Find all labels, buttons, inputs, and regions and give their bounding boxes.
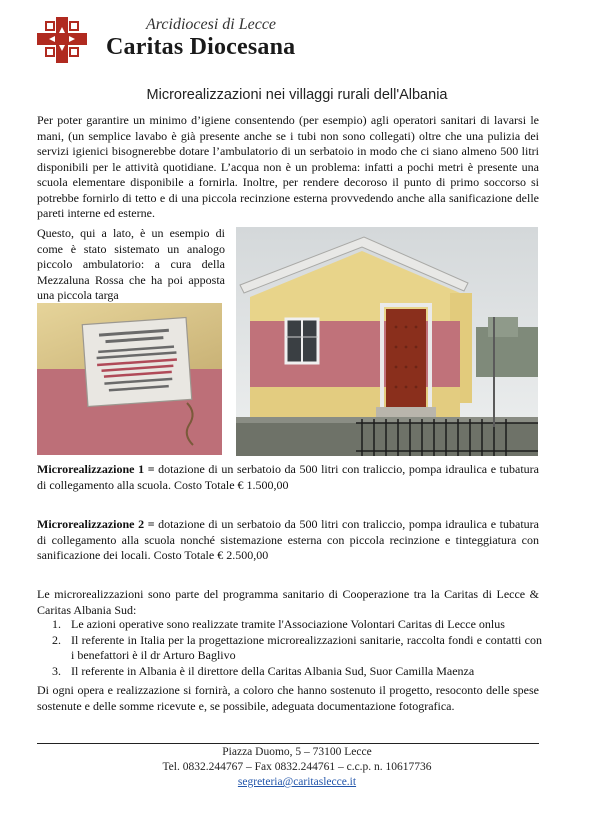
footer-address: Piazza Duomo, 5 – 73100 Lecce: [222, 746, 372, 758]
ambulatory-building-photo: [236, 227, 538, 456]
intro-paragraph: Per poter garantire un minimo d’igiene consentendo (per esempio) agli operatori sanitari di lavarsi le mani, (un semplice lavabo è già presente anche se i tubi non sono collegati) oltre che una pulizia dei servizi igienici bisognerebbe dotare l’ambulatorio di un serbatoio in modo che ci siano almeno 500 litri disponibili per le attività quotidiane. L’acqua non è un problema: infatti a pochi metri è presente una scuola elementare disponibile a fornirla. Inoltre, per rendere decoroso il punto di primo soccorso si potrebbe fornirlo di tetto e di una piccola recinzione esterna provvedendo anche alla sanificazione delle pareti interne ed esterne.: [37, 113, 539, 220]
list-item: [52, 617, 542, 633]
microrealization-2-label: Microrealizzazione 2 =: [37, 517, 155, 531]
list-item-number: 1.: [52, 617, 61, 631]
list-item-text: Le azioni operative sono realizzate tramite l'Associazione Volontari Caritas di Lecce onlus: [71, 617, 505, 631]
microrealization-1-text: dotazione di un serbatoio da 500 litri con traliccio, pompa idraulica e tubatura di collegamento alla scuola. Costo Totale € 1.500,00: [37, 462, 539, 492]
list-item-number: 2.: [52, 632, 61, 647]
microrealization-2-text: dotazione di un serbatoio da 500 litri con traliccio, pompa idraulica e tubatura di collegamento alla scuola nonché sistemazione esterna con piccola recinzione e tinteggiatura con sanificazione dei locali. Costo Totale € 2.500,00: [37, 517, 539, 562]
cooperation-paragraph: Le microrealizzazioni sono parte del programma sanitario di Cooperazione tra la Caritas di Lecce & Caritas Albania Sud:: [37, 587, 539, 617]
microrealization-2: [37, 517, 539, 564]
footer-email-link[interactable]: segreteria@caritaslecce.it: [237, 776, 357, 788]
microrealization-1: [37, 462, 539, 493]
microrealization-1-label: Microrealizzazione 1 =: [37, 462, 155, 476]
footer-contacts: Tel. 0832.244767 – Fax 0832.244761 – c.c.p. n. 10617736: [162, 761, 432, 773]
organization-name: Caritas Diocesana: [106, 34, 296, 60]
list-item-text: Il referente in Albania è il direttore della Caritas Albania Sud, Suor Camilla Maenza: [71, 663, 475, 678]
list-item: [52, 633, 542, 664]
footer-email-row: [0, 775, 594, 790]
footer-divider: [37, 743, 539, 744]
side-paragraph: Questo, qui a lato, è un esempio di come è stato sistemato un analogo piccolo ambulatorio: a cura della Mezzaluna Rossa che ha poi apposta una piccola targa: [37, 226, 225, 302]
list-item-number: 3.: [52, 663, 61, 678]
list-item-text: Il referente in Italia per la progettazione microrealizzazioni sanitarie, raccolta fondi e contatti con i benefattori è il dr Arturo Baglivo: [71, 632, 542, 662]
caritas-cross-logo-icon: [37, 17, 87, 63]
diocese-name: Arcidiocesi di Lecce: [146, 16, 277, 33]
closing-paragraph: Di ogni opera e realizzazione si fornirà, a coloro che hanno sostenuto il progetto, resoconto delle spese sostenute e delle somme ricevute e, se possibile, adeguata documentazione fotografica.: [37, 683, 539, 713]
operations-list: [52, 617, 542, 679]
page-title: Microrealizzazioni nei villaggi rurali dell'Albania: [146, 87, 448, 103]
plaque-photo: [37, 303, 222, 455]
list-item: [52, 664, 542, 680]
